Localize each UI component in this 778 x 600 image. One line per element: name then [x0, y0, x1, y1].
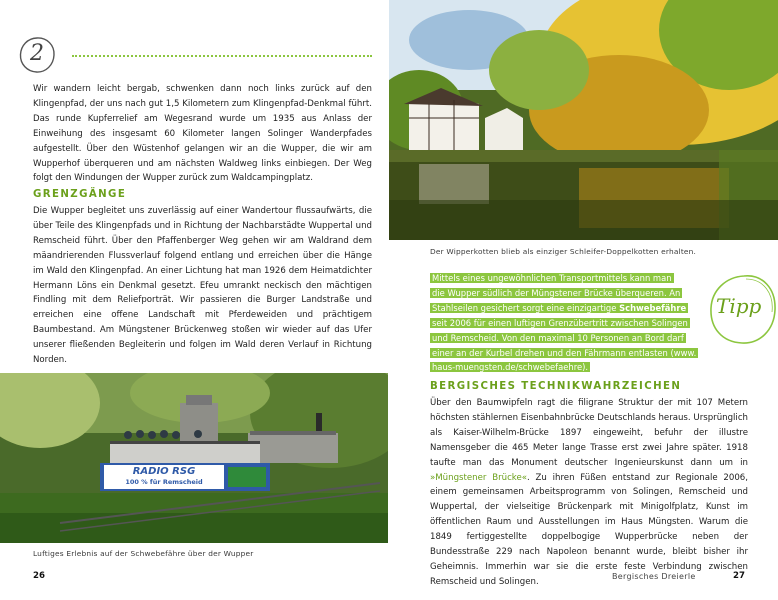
ferry-photo-caption: Luftiges Erlebnis auf der Schwebefähre über der Wupper	[33, 549, 254, 558]
tipp-line: Mittels eines ungewöhnlichen Transportmittels kann man	[432, 273, 672, 283]
tipp-badge	[704, 270, 778, 350]
ferry-sign	[106, 466, 222, 487]
tipp-label: Tipp	[716, 294, 762, 318]
step-badge	[17, 35, 57, 75]
dotted-rule	[72, 55, 372, 57]
ferry-photo	[0, 373, 388, 543]
muengstener-bruecke-link[interactable]: »Müngstener Brücke«	[430, 472, 528, 483]
page-number-right: 27	[733, 571, 745, 581]
wipperkotten-caption: Der Wipperkotten blieb als einziger Schleifer-Doppelkotten erhalten.	[430, 247, 697, 256]
step-number: 2	[30, 41, 44, 66]
tipp-highlight-term: Schwebefähre	[619, 302, 687, 313]
grenzgaenge-paragraph: Die Wupper begleitet uns zuverlässig auf einer Wandertour flussaufwärts, die über Teile des Klingenpfads und in Richtung der Nachbarstädte Wuppertal und Remscheid führt. Über den Pfaffenberger Weg gehen wir am Waldrand dem mäandrierenden Flussverlauf folgend entlang und erreichen über die Hänge im Wald den Klingenpfad. An einer Lichtung hat man 1926 dem Heimatdichter Hermann Löns ein Denkmal gesetzt. Efeu umrankt neckisch den mächtigen Findling mit dem Reliefporträt. Wir passieren die Burger Landstraße und erreichen eine offene Landschaft mit Pferdeweiden und prächtigem Baumbestand. Am Müngstener Brückenweg stoßen wir wieder auf das Ufer unserer fließenden Begleiterin und folgen im Wald deren Verlauf in Richtung Norden.	[33, 206, 372, 366]
tipp-line: Stahlseilen gesichert sorgt eine einzigartige Schwebefähre	[432, 302, 687, 313]
tipp-line: die Wupper südlich der Müngstener Brücke überqueren. An	[432, 287, 681, 298]
section-heading-grenzgaenge: GRENZGÄNGE	[33, 189, 127, 200]
ferry-sign-line1: RADIO RSG	[132, 466, 196, 477]
footer-title: Bergisches Dreierle	[612, 572, 696, 581]
tipp-line	[430, 360, 700, 375]
page-number-left: 26	[33, 571, 45, 581]
tipp-line: einer an der Kurbel drehen und den Fährmann entlasten (www.	[432, 347, 697, 358]
tipp-line: seit 2006 für einen luftigen Grenzübertritt zwischen Solingen	[432, 317, 688, 328]
tipp-box	[430, 271, 700, 375]
section-heading-technikwahrzeichen: BERGISCHES TECHNIKWAHRZEICHEN	[430, 381, 682, 392]
intro-paragraph: Wir wandern leicht bergab, schwenken dann noch links zurück auf den Klingenpfad, der uns nach gut 1,5 Kilometern zum Klingenpfad-Denkmal führt. Das runde Kupferrelief am Wegesrand wurde um 1935 aus Anlass der Einweihung des insgesamt 60 Kilometer langen Solinger Wanderpfades aufgestellt. Über den Wüstenhof gelangen wir an die Wupper, die wir am Wupperhof überqueren und am nächsten Waldweg links einbiegen. Der Weg folgt den Windungen der Wupper zurück zum Waldcampingplatz.	[33, 84, 372, 184]
wipperkotten-photo	[389, 0, 778, 240]
tipp-line: und Remscheid. Von den maximal 10 Personen an Bord darf	[432, 332, 684, 343]
tipp-link: haus-muengsten.de/schwebefaehre).	[432, 362, 589, 373]
ferry-sign-line2: 100 % für Remscheid	[125, 478, 203, 486]
technikwahrzeichen-paragraph: Über den Baumwipfeln ragt die filigrane Struktur der mit 107 Metern höchsten stählernen Eisenbahnbrücke Deutschlands heraus. Ursprünglich als Kaiser-Wilhelm-Brücke 1897 eingeweiht, befuhr der illustre Namensgeber die 465 Meter lange Trasse erst zwei Jahre später. 1918 taufte man das Monument deutscher Ingenieurskunst dann um in »Müngstener Brücke«. Zu ihren Füßen entstand zur Regionale 2006, einem gemeinsamen Arbeitsprogramm von Solingen, Remscheid und Wuppertal, der vielseitige Brückenpark mit Minigolfplatz, Kunst im öffentlichen Raum und Ausstellungen im Haus Müngsten. Warum die 1849 fertiggestellte doppelbogige Wupperbrücke neben der Bundesstraße 229 nach Napoleon benannt wurde, bleibt bisher ihr Geheimnis. Immerhin war sie die erste feste Verbindung zwischen Remscheid und Solingen.	[430, 398, 748, 587]
